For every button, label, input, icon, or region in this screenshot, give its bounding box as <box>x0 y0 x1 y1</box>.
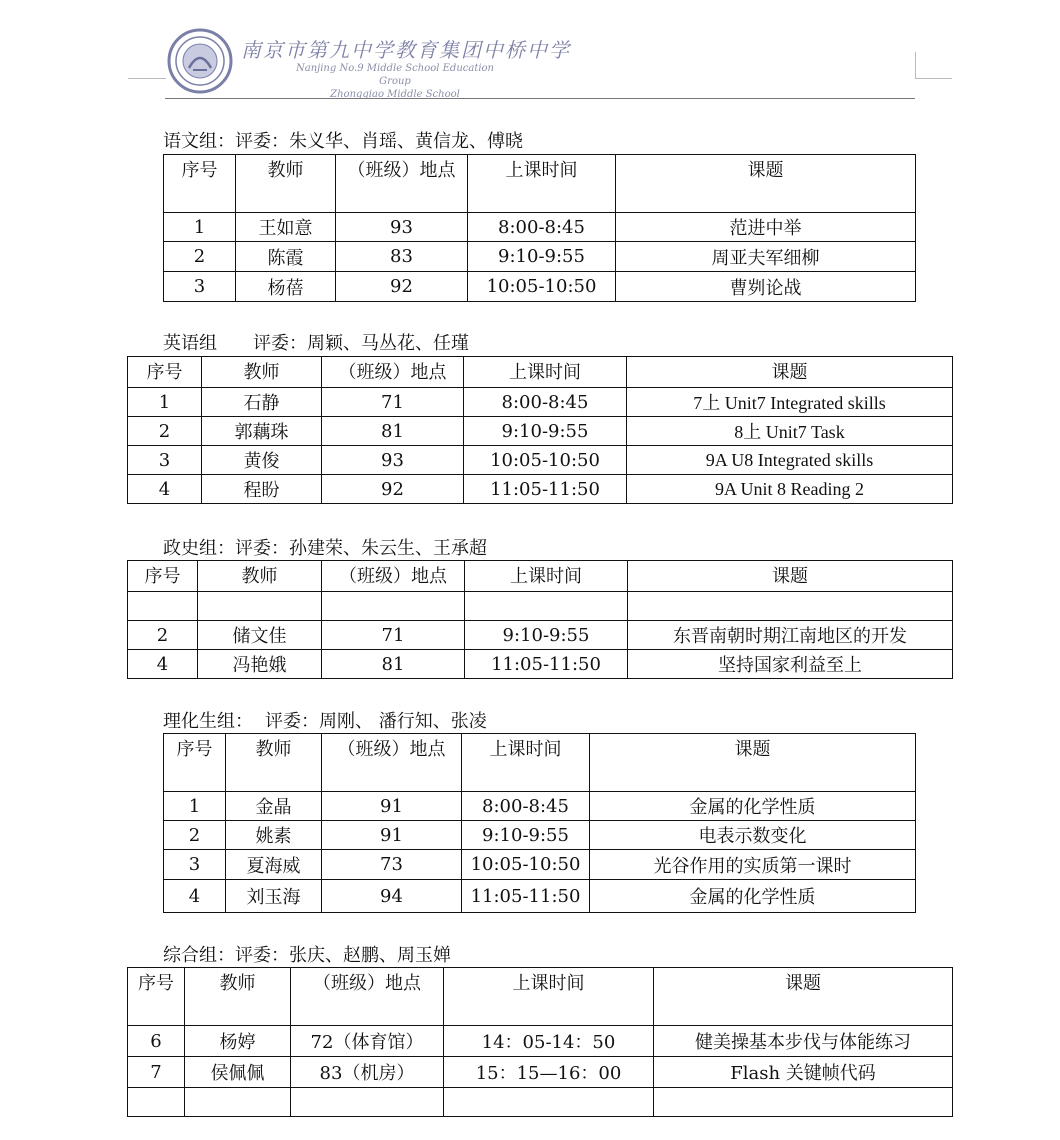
cell: 71 <box>322 621 465 650</box>
table-row <box>128 621 953 650</box>
cell: 坚持国家利益至上 <box>628 650 953 679</box>
cell: 81 <box>322 417 464 446</box>
cell: 黄俊 <box>202 446 322 475</box>
table-header-row <box>128 561 953 592</box>
school-name-en-line2: Zhongqiao Middle School <box>330 89 460 100</box>
cell: 73 <box>322 850 462 880</box>
cell: 9A Unit 8 Reading 2 <box>627 475 953 504</box>
header-divider <box>165 98 915 99</box>
cell: 91 <box>322 821 462 850</box>
cell <box>444 1088 654 1117</box>
cell: 夏海威 <box>226 850 322 880</box>
group-judges: 评委：周刚、 潘行知、张凌 <box>265 711 487 732</box>
cell: 1 <box>164 213 236 242</box>
cell: 杨蓓 <box>236 272 336 302</box>
school-logo-icon <box>167 28 233 94</box>
school-name-en <box>285 62 505 101</box>
header-cell: 序号 <box>128 357 202 388</box>
schedule-table-chinese <box>163 154 916 302</box>
table-row <box>128 446 953 475</box>
table-row <box>128 388 953 417</box>
header-cell: 教师 <box>236 155 336 213</box>
cell: 8:00-8:45 <box>462 792 590 821</box>
header-cell: 上课时间 <box>444 968 654 1026</box>
cell <box>465 592 628 621</box>
cell: 金属的化学性质 <box>590 880 916 913</box>
schedule-table-comprehensive <box>127 967 953 1117</box>
cell <box>128 1088 185 1117</box>
cell: 王如意 <box>236 213 336 242</box>
cell: 10:05-10:50 <box>462 850 590 880</box>
cell: 9:10-9:55 <box>462 821 590 850</box>
cell: 4 <box>164 880 226 913</box>
header-cell: 课题 <box>628 561 953 592</box>
header-cell: 课题 <box>627 357 953 388</box>
cell: 范进中举 <box>616 213 916 242</box>
cell: 9:10-9:55 <box>465 621 628 650</box>
header-cell: 序号 <box>164 155 236 213</box>
cell: 电表示数变化 <box>590 821 916 850</box>
table-row <box>128 1057 953 1088</box>
cell: 3 <box>164 850 226 880</box>
group-judges: 评委：孙建荣、朱云生、王承超 <box>235 538 487 559</box>
cell <box>198 592 322 621</box>
cell: 金晶 <box>226 792 322 821</box>
cell: 杨婷 <box>185 1026 291 1057</box>
header-cell: 教师 <box>226 734 322 792</box>
cell: 郭藕珠 <box>202 417 322 446</box>
header-cell: 序号 <box>164 734 226 792</box>
header-cell: 课题 <box>654 968 953 1026</box>
header-cell: 教师 <box>198 561 322 592</box>
cell: 6 <box>128 1026 185 1057</box>
table-header-row <box>128 968 953 1026</box>
cell: 11:05-11:50 <box>464 475 627 504</box>
cell: 3 <box>128 446 202 475</box>
table-row <box>164 792 916 821</box>
cell: 83（机房） <box>291 1057 444 1088</box>
cell: 11:05-11:50 <box>462 880 590 913</box>
group-judges: 评委：张庆、赵鹏、周玉婵 <box>235 945 451 966</box>
school-name-en-line1: Nanjing No.9 Middle School Education Group <box>295 63 494 87</box>
header-cell: 课题 <box>590 734 916 792</box>
header-cell: 上课时间 <box>462 734 590 792</box>
cell: 2 <box>128 621 198 650</box>
cell: 81 <box>322 650 465 679</box>
group-title-chinese <box>163 127 523 153</box>
cell: 10:05-10:50 <box>468 272 616 302</box>
table-row <box>164 880 916 913</box>
cell: 3 <box>164 272 236 302</box>
cell: 7 <box>128 1057 185 1088</box>
header-cell: 教师 <box>185 968 291 1026</box>
table-row-empty <box>128 1088 953 1117</box>
table-row <box>164 242 916 272</box>
group-name: 综合组： <box>163 945 235 966</box>
cell <box>322 592 465 621</box>
schedule-table-politics-history <box>127 560 953 679</box>
cell: 1 <box>164 792 226 821</box>
cell: 姚素 <box>226 821 322 850</box>
cell <box>128 592 198 621</box>
table-row <box>164 821 916 850</box>
cell: 刘玉海 <box>226 880 322 913</box>
header-cell: （班级）地点 <box>336 155 468 213</box>
table-row <box>128 417 953 446</box>
cell: 石静 <box>202 388 322 417</box>
table-header-row <box>164 734 916 792</box>
cell: 程盼 <box>202 475 322 504</box>
table-header-row <box>164 155 916 213</box>
header-cell: 上课时间 <box>468 155 616 213</box>
table-header-row <box>128 357 953 388</box>
group-judges: 评委：周颖、马丛花、任瑾 <box>253 333 469 354</box>
group-judges: 评委：朱义华、肖瑶、黄信龙、傅晓 <box>235 131 523 152</box>
group-name: 政史组： <box>163 538 235 559</box>
cell: 2 <box>164 821 226 850</box>
school-name-cn: 南京市第九中学教育集团中桥中学 <box>241 38 571 62</box>
cell: 1 <box>128 388 202 417</box>
cell: 冯艳娥 <box>198 650 322 679</box>
header-cell: 教师 <box>202 357 322 388</box>
header-cell: （班级）地点 <box>291 968 444 1026</box>
cell: 健美操基本步伐与体能练习 <box>654 1026 953 1057</box>
table-row <box>164 272 916 302</box>
cell: 曹刿论战 <box>616 272 916 302</box>
cell: 92 <box>322 475 464 504</box>
cell: 2 <box>164 242 236 272</box>
cell: 东晋南朝时期江南地区的开发 <box>628 621 953 650</box>
header-cell: 序号 <box>128 968 185 1026</box>
header-cell: 序号 <box>128 561 198 592</box>
cell: 4 <box>128 475 202 504</box>
cell: 71 <box>322 388 464 417</box>
cell: 8上 Unit7 Task <box>627 417 953 446</box>
table-row <box>128 1026 953 1057</box>
cell: 8:00-8:45 <box>468 213 616 242</box>
cell: 93 <box>336 213 468 242</box>
corner-mark-left <box>128 52 166 79</box>
header-cell: （班级）地点 <box>322 561 465 592</box>
header-cell: 上课时间 <box>464 357 627 388</box>
table-row-empty <box>128 592 953 621</box>
group-name: 英语组 <box>163 333 217 354</box>
header-cell: （班级）地点 <box>322 734 462 792</box>
cell: 侯佩佩 <box>185 1057 291 1088</box>
group-title-english <box>163 329 469 355</box>
cell <box>185 1088 291 1117</box>
cell: 7上 Unit7 Integrated skills <box>627 388 953 417</box>
group-name: 语文组： <box>163 131 235 152</box>
header-cell: 课题 <box>616 155 916 213</box>
cell: 8:00-8:45 <box>464 388 627 417</box>
schedule-table-english <box>127 356 953 504</box>
cell: 91 <box>322 792 462 821</box>
cell: 陈霞 <box>236 242 336 272</box>
group-name: 理化生组： <box>163 711 253 732</box>
cell: Flash 关键帧代码 <box>654 1057 953 1088</box>
table-row <box>128 475 953 504</box>
cell: 15：15—16：00 <box>444 1057 654 1088</box>
cell: 10:05-10:50 <box>464 446 627 475</box>
header-cell: （班级）地点 <box>322 357 464 388</box>
schedule-table-science <box>163 733 916 913</box>
cell: 周亚夫军细柳 <box>616 242 916 272</box>
cell: 4 <box>128 650 198 679</box>
table-row <box>164 213 916 242</box>
cell <box>628 592 953 621</box>
group-title-science <box>163 707 487 733</box>
table-row <box>128 650 953 679</box>
cell <box>654 1088 953 1117</box>
cell: 光谷作用的实质第一课时 <box>590 850 916 880</box>
cell: 93 <box>322 446 464 475</box>
cell: 14：05-14：50 <box>444 1026 654 1057</box>
cell: 9A U8 Integrated skills <box>627 446 953 475</box>
cell: 储文佳 <box>198 621 322 650</box>
cell: 92 <box>336 272 468 302</box>
corner-mark-right <box>915 52 952 79</box>
cell: 金属的化学性质 <box>590 792 916 821</box>
group-title-comprehensive <box>163 941 451 967</box>
group-title-politics-history <box>163 534 487 560</box>
cell: 72（体育馆） <box>291 1026 444 1057</box>
cell <box>291 1088 444 1117</box>
cell: 11:05-11:50 <box>465 650 628 679</box>
cell: 9:10-9:55 <box>464 417 627 446</box>
header-cell: 上课时间 <box>465 561 628 592</box>
cell: 94 <box>322 880 462 913</box>
cell: 2 <box>128 417 202 446</box>
cell: 83 <box>336 242 468 272</box>
cell: 9:10-9:55 <box>468 242 616 272</box>
table-row <box>164 850 916 880</box>
